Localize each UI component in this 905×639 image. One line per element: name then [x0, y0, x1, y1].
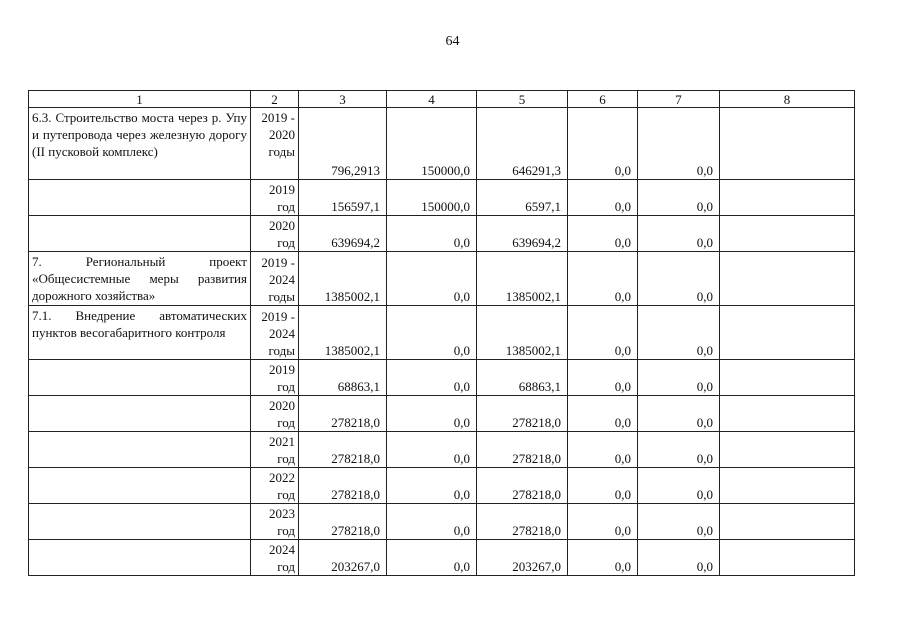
- cell-col7: 0,0: [638, 360, 720, 396]
- period-line-1: 2019 -: [261, 110, 295, 125]
- cell-total: 203267,0: [299, 540, 387, 576]
- period-line-1: 2019 -: [261, 309, 295, 324]
- cell-col8: [720, 306, 855, 360]
- cell-col6: 0,0: [568, 396, 638, 432]
- cell-col6: 0,0: [568, 180, 638, 216]
- cell-col5: 639694,2: [477, 216, 568, 252]
- period-line-2: год: [277, 451, 295, 466]
- cell-col5: 646291,3: [477, 108, 568, 180]
- cell-total: 156597,1: [299, 180, 387, 216]
- page-number: 64: [445, 34, 460, 49]
- period-line-1: 2024: [269, 542, 295, 557]
- cell-col6: 0,0: [568, 216, 638, 252]
- cell-col6: 0,0: [568, 504, 638, 540]
- row-period: [251, 360, 299, 396]
- row-period: [251, 306, 299, 360]
- row-period: [251, 540, 299, 576]
- table-row: [29, 468, 855, 504]
- row-period: [251, 468, 299, 504]
- cell-col7: 0,0: [638, 180, 720, 216]
- cell-col4: 0,0: [387, 396, 477, 432]
- cell-col8: [720, 540, 855, 576]
- period-line-2: год: [277, 199, 295, 214]
- period-line-3: годы: [268, 144, 295, 159]
- cell-col4: 0,0: [387, 432, 477, 468]
- period-line-1: 2019: [269, 182, 295, 197]
- row-name: [29, 180, 251, 216]
- period-line-1: 2019: [269, 362, 295, 377]
- row-period: [251, 504, 299, 540]
- table-row: [29, 360, 855, 396]
- row-period: [251, 216, 299, 252]
- row-period: [251, 108, 299, 180]
- cell-col6: 0,0: [568, 432, 638, 468]
- table-row: [29, 306, 855, 360]
- row-period: [251, 396, 299, 432]
- cell-col6: 0,0: [568, 108, 638, 180]
- cell-col7: 0,0: [638, 396, 720, 432]
- period-line-2: год: [277, 235, 295, 250]
- cell-col8: [720, 396, 855, 432]
- row-name: [29, 396, 251, 432]
- cell-col8: [720, 432, 855, 468]
- cell-col7: 0,0: [638, 108, 720, 180]
- cell-col7: 0,0: [638, 504, 720, 540]
- period-line-3: годы: [268, 343, 295, 358]
- row-name: [29, 540, 251, 576]
- col-header-8: 8: [720, 91, 855, 108]
- cell-col6: 0,0: [568, 360, 638, 396]
- cell-col8: [720, 180, 855, 216]
- period-line-1: 2019 -: [261, 255, 295, 270]
- cell-total: 278218,0: [299, 468, 387, 504]
- cell-total: 796,2913: [299, 108, 387, 180]
- period-line-1: 2021: [269, 434, 295, 449]
- cell-col5: 278218,0: [477, 432, 568, 468]
- cell-col5: 278218,0: [477, 396, 568, 432]
- cell-col7: 0,0: [638, 540, 720, 576]
- table-row: [29, 180, 855, 216]
- cell-col5: 68863,1: [477, 360, 568, 396]
- row-name: 7. Региональный проект «Общесистемные меры развития дорожного хозяйства»: [29, 252, 251, 306]
- cell-col7: 0,0: [638, 306, 720, 360]
- period-line-2: год: [277, 415, 295, 430]
- col-header-5: 5: [477, 91, 568, 108]
- cell-col5: 278218,0: [477, 468, 568, 504]
- table-row: [29, 504, 855, 540]
- cell-col4: 0,0: [387, 540, 477, 576]
- cell-col5: 1385002,1: [477, 306, 568, 360]
- row-name: [29, 432, 251, 468]
- cell-col8: [720, 216, 855, 252]
- cell-col6: 0,0: [568, 468, 638, 504]
- row-period: [251, 180, 299, 216]
- period-line-2: год: [277, 523, 295, 538]
- col-header-6: 6: [568, 91, 638, 108]
- cell-col4: 150000,0: [387, 108, 477, 180]
- row-name: 7.1. Внедрение автоматических пунктов весогабаритного контроля: [29, 306, 251, 360]
- cell-col7: 0,0: [638, 432, 720, 468]
- period-line-1: 2022: [269, 470, 295, 485]
- row-period: [251, 432, 299, 468]
- period-line-1: 2023: [269, 506, 295, 521]
- header-row: [29, 91, 855, 108]
- col-header-2: 2: [251, 91, 299, 108]
- period-line-2: год: [277, 559, 295, 574]
- cell-col5: 6597,1: [477, 180, 568, 216]
- table-row: [29, 252, 855, 306]
- cell-col6: 0,0: [568, 306, 638, 360]
- cell-col4: 0,0: [387, 504, 477, 540]
- cell-total: 278218,0: [299, 396, 387, 432]
- table-row: [29, 540, 855, 576]
- table-row: [29, 108, 855, 180]
- cell-col6: 0,0: [568, 252, 638, 306]
- cell-col4: 0,0: [387, 252, 477, 306]
- period-line-1: 2020: [269, 218, 295, 233]
- period-line-1: 2020: [269, 398, 295, 413]
- table-row: [29, 216, 855, 252]
- cell-col8: [720, 108, 855, 180]
- row-name: [29, 504, 251, 540]
- cell-col7: 0,0: [638, 468, 720, 504]
- row-name: [29, 216, 251, 252]
- cell-col4: 0,0: [387, 468, 477, 504]
- row-name: 6.3. Строительство моста через р. Упу и путепровода через железную дорогу (II пусковой комплекс): [29, 108, 251, 180]
- cell-total: 278218,0: [299, 504, 387, 540]
- cell-col8: [720, 504, 855, 540]
- col-header-4: 4: [387, 91, 477, 108]
- cell-col4: 0,0: [387, 306, 477, 360]
- period-line-2: год: [277, 379, 295, 394]
- cell-col7: 0,0: [638, 252, 720, 306]
- row-name: [29, 360, 251, 396]
- period-line-2: год: [277, 487, 295, 502]
- cell-total: 1385002,1: [299, 252, 387, 306]
- col-header-3: 3: [299, 91, 387, 108]
- row-name: [29, 468, 251, 504]
- cell-col4: 0,0: [387, 360, 477, 396]
- cell-col5: 278218,0: [477, 504, 568, 540]
- period-line-2: 2020: [269, 127, 295, 142]
- period-line-2: 2024: [269, 326, 295, 341]
- cell-col8: [720, 360, 855, 396]
- cell-total: 68863,1: [299, 360, 387, 396]
- cell-total: 639694,2: [299, 216, 387, 252]
- col-header-7: 7: [638, 91, 720, 108]
- col-header-1: 1: [29, 91, 251, 108]
- table-row: [29, 432, 855, 468]
- budget-table: [28, 90, 855, 576]
- cell-col4: 0,0: [387, 216, 477, 252]
- cell-col6: 0,0: [568, 540, 638, 576]
- cell-col8: [720, 468, 855, 504]
- cell-total: 1385002,1: [299, 306, 387, 360]
- row-period: [251, 252, 299, 306]
- cell-col5: 203267,0: [477, 540, 568, 576]
- period-line-2: 2024: [269, 272, 295, 287]
- cell-col4: 150000,0: [387, 180, 477, 216]
- cell-col5: 1385002,1: [477, 252, 568, 306]
- table-row: [29, 396, 855, 432]
- cell-col8: [720, 252, 855, 306]
- period-line-3: годы: [268, 289, 295, 304]
- cell-total: 278218,0: [299, 432, 387, 468]
- cell-col7: 0,0: [638, 216, 720, 252]
